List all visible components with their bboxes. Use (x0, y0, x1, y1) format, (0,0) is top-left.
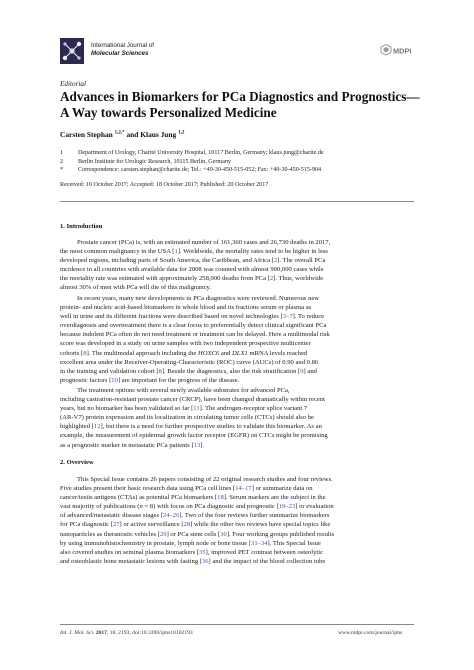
affiliation-mark: 1 (60, 150, 64, 156)
publisher-name: MDPI (393, 46, 412, 56)
section-heading: 2. Overview (60, 459, 94, 466)
paragraph: This Special Issue contains 26 papers consisting of 22 original research studies and four reviews. Five studies present their basic research data using PCa cell lines [14–17] or summarize data on cancer/testis antigens (CTAs) as potential PCa biomarkers [18]. Serum markers are the subject in the vast majority of publications (n = 8) with focus on PCa diagnostic and prognostic [19–23] or evaluation of advanced/metastatic disease stages [24–26]. Two of the four reviews further summarize biomarkers for PCa diagnostic [27] or active surveillance [28] while the other two reviews have special topics like nanoparticles as theranostic vehicles [29] or PCa stem cells [30]. Four working groups published results by using immunohistochemistry in prostate, lymph node or bone tissue [31–34]. This Special Issue also covered studies on seminal plasma biomarkers [35], improved PET contrast between osteolytic and osteoblastic bone metastatic lesions with fasting [36] and the impact of the blood collection tube (60, 476, 335, 565)
affiliation-mark: * (60, 167, 64, 174)
article-type: Editorial (60, 80, 86, 88)
affiliation-text: Correspondence: carsten.stephan@charite.de; Tel.: +49-30-450-515-052; Fax: +49-30-450-515-904 (78, 167, 322, 174)
author-separator: and (124, 130, 141, 139)
received-dates: Received: 10 October 2017; Accepted: 18 October 2017; Published: 20 October 2017 (60, 182, 269, 188)
author-name[interactable]: Klaus Jung (140, 130, 177, 139)
article-title: Advances in Biomarkers for PCa Diagnostics and Prognostics—A Way towards Personalized Medicine (60, 89, 420, 120)
affiliation-text: Department of Urology, Charité University Hospital, 10117 Berlin, Germany; klaus.jung@charite.de (78, 150, 324, 156)
journal-name-line-2: Molecular Sciences (91, 50, 149, 57)
footer-journal: Int. J. Mol. Sci. (60, 630, 95, 636)
journal-name-line-1: International Journal of (91, 42, 154, 49)
divider (60, 624, 414, 625)
footer-volume-doi: , 18, 2193; doi:10.3390/ijms18102193 (106, 630, 193, 636)
journal-logo-icon (60, 38, 84, 64)
affiliation-row (60, 149, 324, 158)
paragraph: The treatment options with several newly available substrates for advanced PCa, including castration-resistant prostate cancer (CRCP), have been changed dramatically within recent years, but no biomarker has been validated so far [11]. The androgen-receptor splice variant 7 (AR-V7) protein expression and its localization in circulating tumor cells (CTCs) should also be highlighted [12], but there is a need for further prospective studies to validate this biomarker. As an example, the measurement of epidermal growth factor receptor (EGFR) on CTCs might be promising as a prognostic marker in metastatic PCa patients [13]. (60, 387, 328, 449)
affiliation-mark: 2 (60, 158, 64, 165)
affiliation-text: Berlin Institute for Urologic Research, 10115 Berlin, Germany (78, 158, 231, 165)
affiliation-row (60, 158, 324, 167)
journal-url[interactable]: www.mdpi.com/journal/ijms (338, 630, 403, 636)
footer-year: 2017 (95, 630, 107, 636)
author-affiliation-marks: 1,2 (178, 130, 185, 136)
divider (60, 201, 414, 202)
author-affiliation-marks: 1,2,* (114, 130, 125, 136)
section-heading: 1. Introduction (60, 223, 103, 230)
author-name[interactable]: Carsten Stephan (60, 130, 113, 139)
citation-footer (60, 630, 193, 636)
journal-name (91, 42, 154, 58)
authors (60, 130, 184, 139)
affiliations (60, 149, 324, 175)
paragraph: Prostate cancer (PCa) is, with an estimated number of 161,360 cases and 26,730 deaths in 2017, the most common malignancy in the USA [1]. Worldwide, the mortality rates tend to be higher in less developed regions, including parts of South America, the Caribbean, and Africa [2]. The overall PCa incidence in all countries with available data for 2008 was counted with almost 900,000 cases while the mortality rate was estimated with approximately 258,000 deaths from PCa [2]. Thus, worldwide almost 30% of men with PCa will die of this malignancy. (60, 239, 331, 292)
mdpi-logo-icon (379, 44, 413, 58)
affiliation-row (60, 166, 324, 175)
paragraph: In recent years, many new developments in PCa diagnostics were reviewed. Numerous new protein- and nucleic acid-based biomarkers in whole blood and its fractions serum or plasma as well in urine and its different fractions were described based on novel technologies [3–7]. To reduce overdiagnosis and overtreatment there is a clear focus to preferentially detect clinical significant PCa because indolent PCa often do not need treatment or treatment can be delayed. Here a multimodal risk score was developed in a study on urine samples with two independent prospective multicenter cohorts [8]. The multimodal approach including the HOXC6 and DLX1 mRNA levels reached excellent area under the Receiver-Operating-Characteristic (ROC) curve (AUCs) of 0.90 and 0.86 in the training and validation cohort [8]. Beside the diagnostics, also the risk stratification [9] and prognostic factors [10] are important for the progress of the disease. (60, 295, 330, 384)
